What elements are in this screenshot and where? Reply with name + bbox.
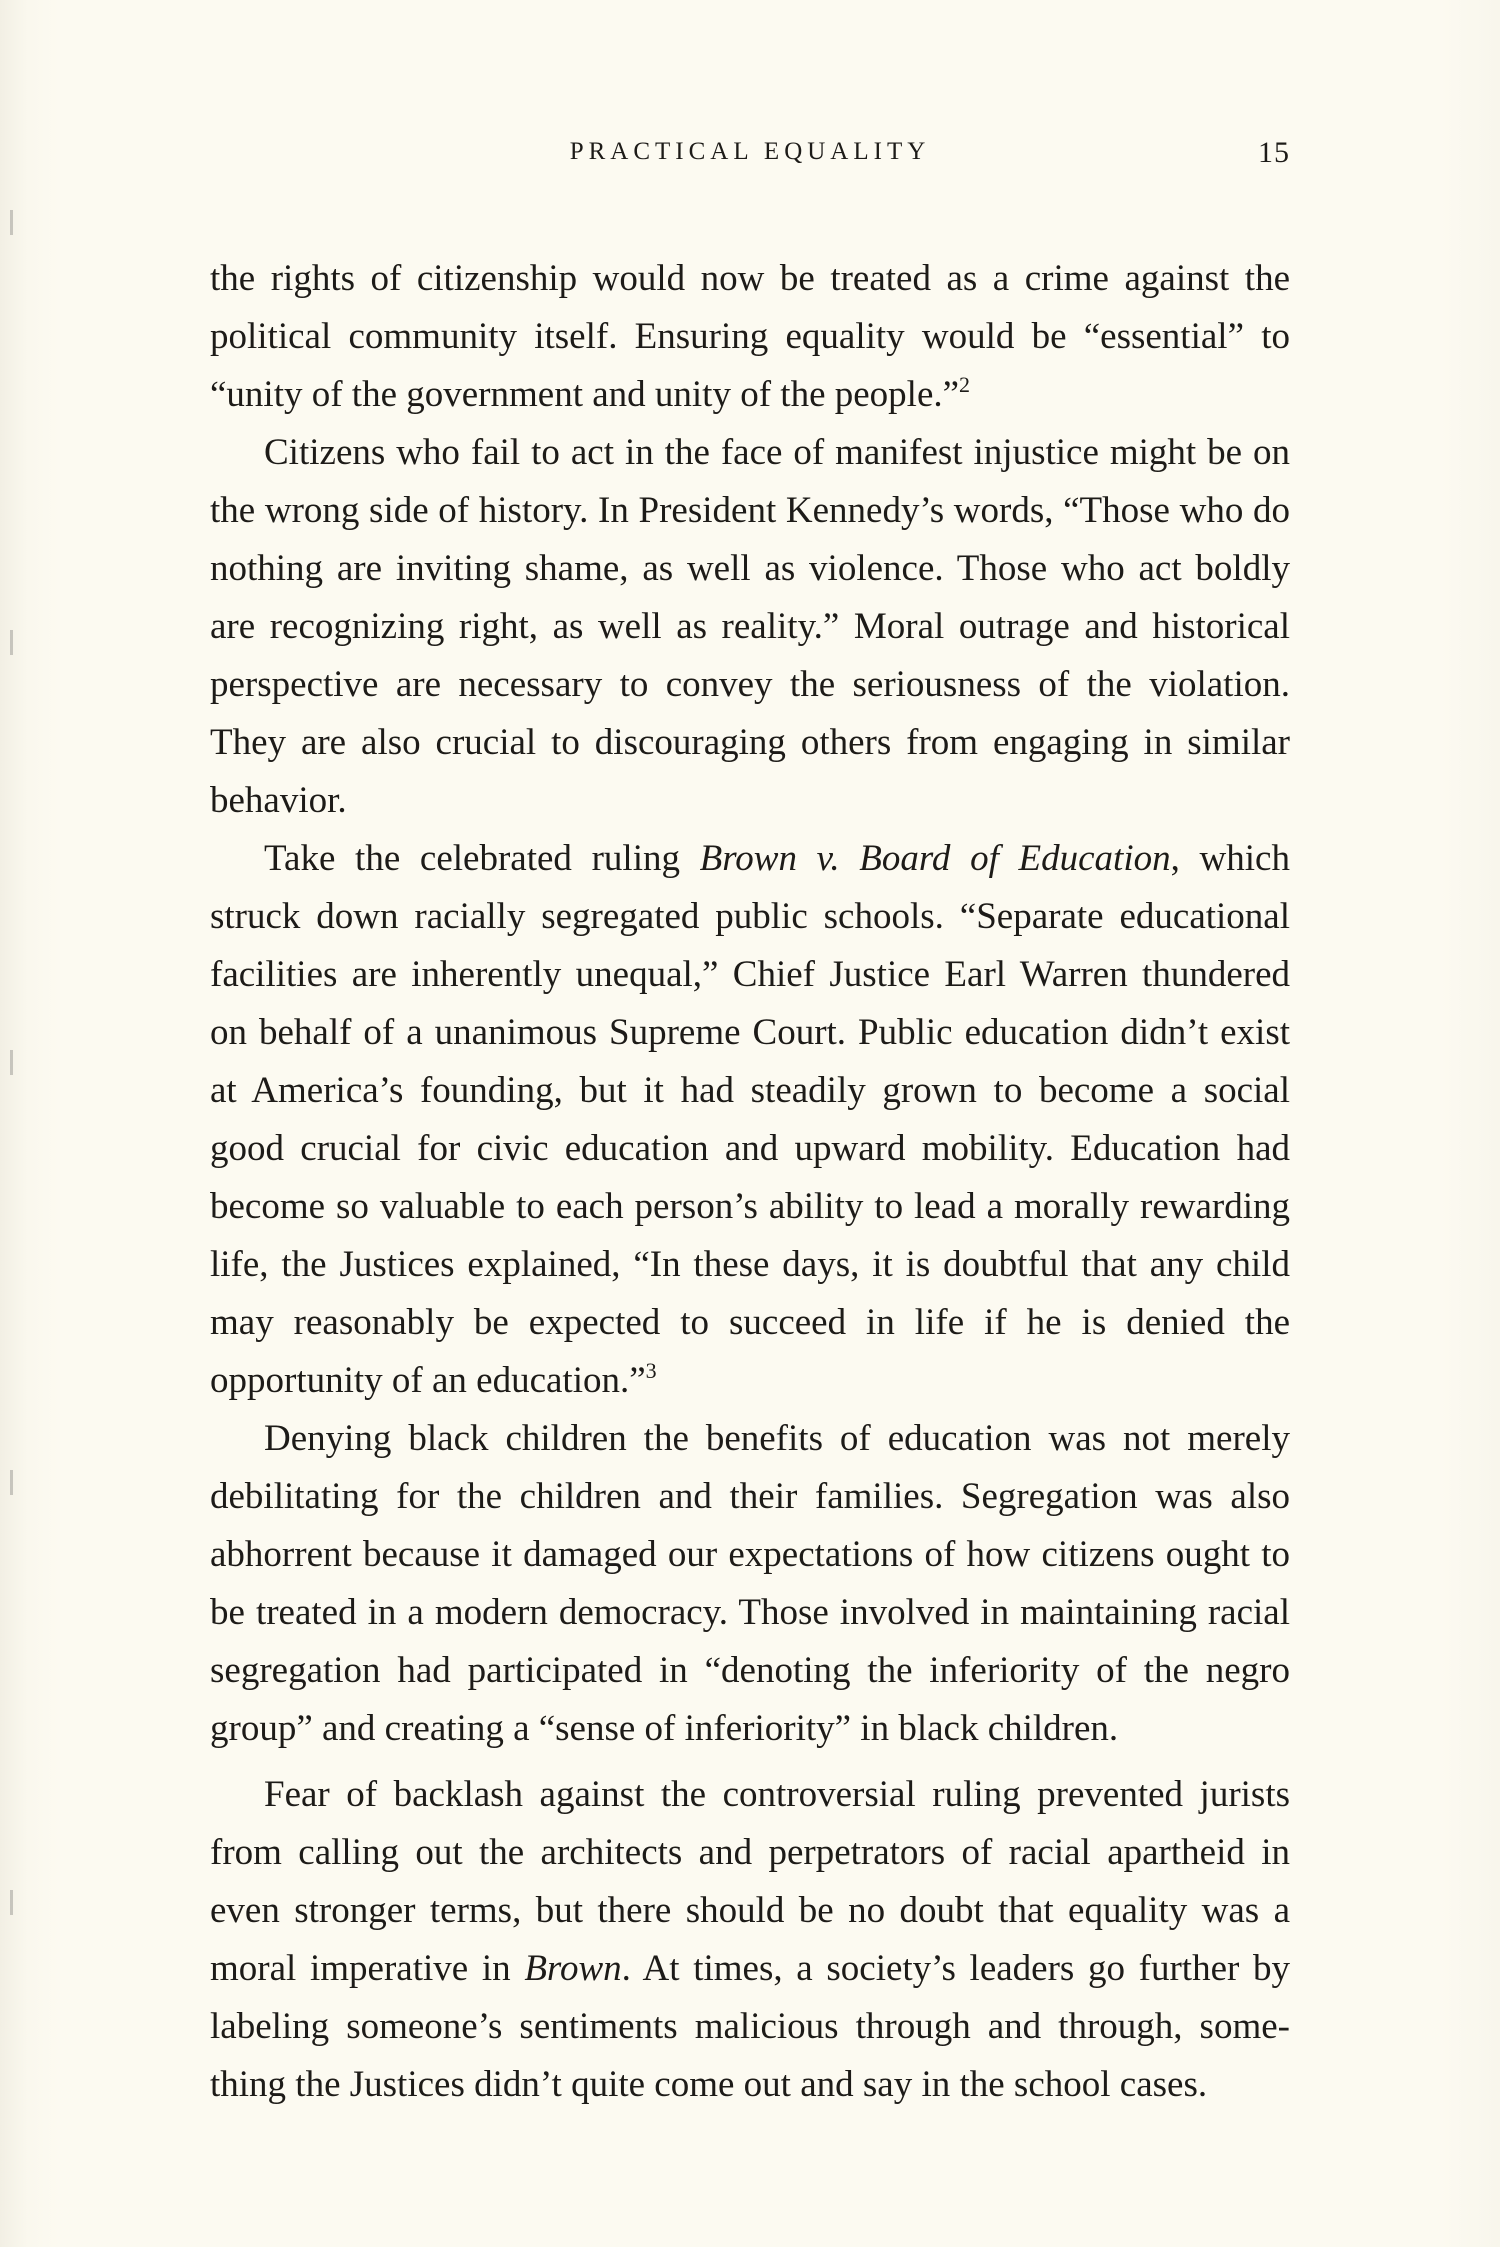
running-title: PRACTICAL EQUALITY <box>569 138 931 165</box>
paragraph-4-text: Denying black children the benefits of education was not merely debilitating for the children and their families. Segregation was also abhorrent because it damaged our expectations of how citizens ought to be treated in a modern democracy. Those involved in maintaining racial segregation had participated in “denoting the inferiority of the negro group” and creating a “sense of inferiority” in black children. <box>210 1418 1290 1749</box>
footnote-marker-3: 3 <box>645 1358 657 1383</box>
paragraph-2 <box>210 424 1290 830</box>
paragraph-1 <box>210 250 1290 424</box>
paragraph-3-pre: Take the celebrated ruling <box>264 838 700 879</box>
paragraph-2-text: Citizens who fail to act in the face of manifest injustice might be on the wrong side of history. In President Kennedy’s words, “Those who do nothing are inviting shame, as well as violence. Those who act boldly are recognizing right, as well as reality.” Moral outrage and historical perspective are necessary to convey the seriousness of the violation. They are also crucial to discouraging others from engaging in similar behavior. <box>210 432 1290 821</box>
paragraph-5-pre: Fear of backlash against the controversial ruling prevented jurists from calling out the architects and perpetrators of racial apartheid in even stronger terms, but there should be no doubt that equality was a moral imperative in <box>210 1774 1290 1989</box>
page-edge-marks <box>10 0 13 2247</box>
paragraph-3-post: , which struck down racially segregated public schools. “Separate educational facilities are inherently unequal,” Chief Justice Earl Warren thundered on behalf of a unanimous Supreme Court. Public education didn’t exist at America’s founding, but it had steadily grown to become a social good crucial for civic education and upward mobility. Education had become so valuable to each person’s ability to lead a morally rewarding life, the Justices explained, “In these days, it is doubtful that any child may reasonably be expected to succeed in life if he is denied the opportunity of an education.” <box>210 838 1290 1401</box>
running-head <box>210 138 1290 178</box>
page-number: 15 <box>1258 136 1290 169</box>
footnote-marker-2: 2 <box>959 372 971 397</box>
paragraph-3 <box>210 830 1290 1410</box>
case-name-brown: Brown <box>524 1948 622 1989</box>
case-name-brown-v-board: Brown v. Board of Education <box>699 838 1171 879</box>
paragraph-5-post: . At times, a society’s leaders go further by labeling someone’s sentiments malicious through and through, something the Justices didn’t quite come out and say in the school cases. <box>210 1948 1290 2105</box>
paragraph-1-text: the rights of citizenship would now be treated as a crime against the political community itself. Ensuring equality would be “essential” to “unity of the government and unity of the people.” <box>210 258 1290 415</box>
body-text <box>210 250 1290 2114</box>
paragraph-4 <box>210 1410 1290 1758</box>
paragraph-5 <box>210 1766 1290 2114</box>
